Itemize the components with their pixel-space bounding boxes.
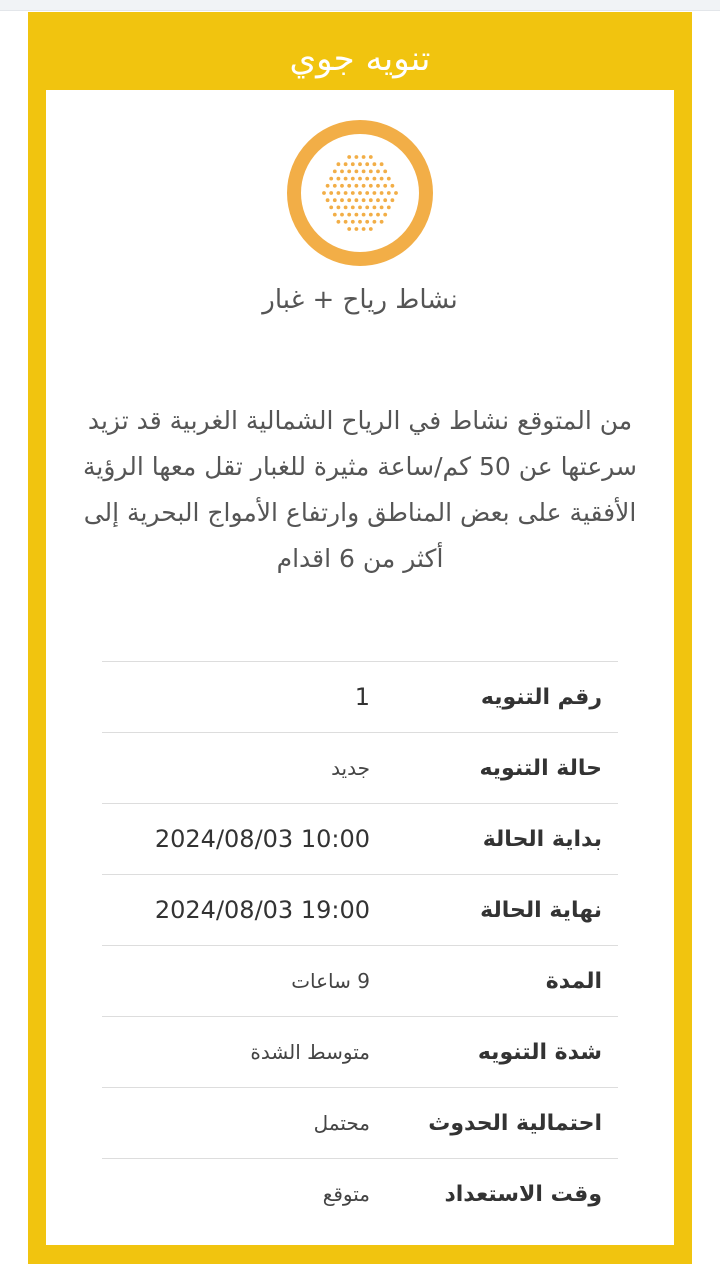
dust-dot (373, 191, 377, 195)
dust-dot (344, 220, 348, 224)
table-row (102, 733, 618, 804)
dust-dot (329, 206, 333, 210)
dust-dot (362, 213, 366, 217)
table-row (102, 946, 618, 1017)
table-row (102, 1159, 618, 1229)
table-row (102, 804, 618, 875)
dust-dot (373, 206, 377, 210)
dust-dot (344, 191, 348, 195)
dust-dot (347, 213, 351, 217)
dust-dot (380, 162, 384, 166)
table-row (102, 875, 618, 946)
dust-dot (373, 177, 377, 181)
dust-dot (355, 155, 359, 159)
dust-dot (376, 198, 380, 202)
dust-dot (369, 170, 373, 174)
dust-dot (369, 198, 373, 202)
dust-dot (362, 198, 366, 202)
dust-dot (344, 177, 348, 181)
detail-key: شدة التنويه (477, 1039, 602, 1065)
dust-dot (333, 184, 337, 188)
detail-key: المدة (545, 968, 602, 994)
dust-dot (355, 227, 359, 231)
dust-dot (394, 191, 398, 195)
dust-dot (380, 220, 384, 224)
alert-frame (28, 12, 692, 1264)
dust-dot (383, 184, 387, 188)
dust-dot (383, 198, 387, 202)
detail-value: محتمل (313, 1111, 370, 1135)
dust-dot (340, 213, 344, 217)
page-title: تنويه جوي (289, 39, 431, 79)
detail-value: جديد (331, 756, 370, 780)
dust-dot (337, 177, 341, 181)
dust-dot (376, 184, 380, 188)
dust-dot (358, 206, 362, 210)
dust-dot (340, 184, 344, 188)
dust-dot (347, 170, 351, 174)
detail-value: 1 (354, 683, 370, 711)
dust-dot (369, 227, 373, 231)
alert-description: من المتوقع نشاط في الرياح الشمالية الغربية قد تزيد سرعتها عن 50 كم/ساعة مثيرة للغبار تقل معها الرؤية الأفقية على بعض المناطق وارتفاع الأمواج البحرية إلى أكثر من 6 اقدام (82, 406, 637, 573)
dust-dot (329, 177, 333, 181)
wind-dust-icon-graphic (285, 118, 435, 268)
dust-dot (373, 162, 377, 166)
dust-dot (344, 206, 348, 210)
dust-dot (355, 198, 359, 202)
dust-dot (362, 170, 366, 174)
dust-dot (337, 162, 341, 166)
dust-dot (365, 220, 369, 224)
table-row (102, 662, 618, 733)
dust-dot (391, 184, 395, 188)
dust-dot (373, 220, 377, 224)
dust-dot (362, 184, 366, 188)
dust-dot (337, 206, 341, 210)
dust-dot (362, 227, 366, 231)
dust-dot (337, 220, 341, 224)
dust-dot (369, 184, 373, 188)
dust-dot (351, 177, 355, 181)
dust-dot (340, 170, 344, 174)
dust-dot (333, 170, 337, 174)
dust-dot (333, 198, 337, 202)
dust-dot (391, 198, 395, 202)
dust-dot (387, 177, 391, 181)
dust-dot (380, 177, 384, 181)
dust-dot (322, 191, 326, 195)
dust-dot (369, 155, 373, 159)
dust-dot (329, 191, 333, 195)
detail-value: متوقع (322, 1182, 370, 1206)
dust-dot (333, 213, 337, 217)
dust-dot (387, 206, 391, 210)
table-row (102, 1017, 618, 1088)
detail-value: 2024/08/03 10:00 (154, 825, 370, 853)
dust-dot (358, 191, 362, 195)
details-table (102, 661, 618, 1229)
wind-dust-icon (285, 118, 435, 268)
detail-key: رقم التنويه (480, 684, 602, 710)
dust-dot (326, 198, 330, 202)
detail-value: 9 ساعات (291, 969, 370, 993)
dust-dot (326, 184, 330, 188)
detail-value: متوسط الشدة (250, 1040, 370, 1064)
table-row (102, 1088, 618, 1159)
dust-dot (355, 170, 359, 174)
dust-dot (344, 162, 348, 166)
dust-dot (347, 184, 351, 188)
dust-dot (365, 191, 369, 195)
dust-dot (340, 198, 344, 202)
dust-dot (358, 220, 362, 224)
dust-dot (369, 213, 373, 217)
dust-dot (380, 206, 384, 210)
detail-key: نهاية الحالة (480, 897, 602, 923)
dust-dot (351, 191, 355, 195)
dust-dot (383, 170, 387, 174)
dust-dot (365, 177, 369, 181)
dust-dot (383, 213, 387, 217)
dust-dot (337, 191, 341, 195)
dust-dot (365, 162, 369, 166)
dust-dot (347, 227, 351, 231)
dust-dot (347, 198, 351, 202)
alert-card (46, 90, 674, 1245)
detail-value: 2024/08/03 19:00 (154, 896, 370, 924)
detail-key: بداية الحالة (482, 826, 602, 852)
dust-dot (347, 155, 351, 159)
dust-dot (362, 155, 366, 159)
dust-dot (351, 206, 355, 210)
dust-dot (351, 220, 355, 224)
dust-dot (358, 162, 362, 166)
dust-dot (365, 206, 369, 210)
dust-dot (387, 191, 391, 195)
dust-dot (358, 177, 362, 181)
dust-dot (380, 191, 384, 195)
alert-type-label: نشاط رياح + غبار (262, 285, 458, 315)
dust-dot (376, 170, 380, 174)
dust-dot (351, 162, 355, 166)
detail-key: وقت الاستعداد (444, 1181, 602, 1207)
detail-key: حالة التنويه (479, 755, 602, 781)
dust-dot (355, 213, 359, 217)
dust-dot (355, 184, 359, 188)
detail-key: احتمالية الحدوث (428, 1110, 602, 1136)
status-bar-edge (0, 0, 720, 11)
dust-dot (376, 213, 380, 217)
